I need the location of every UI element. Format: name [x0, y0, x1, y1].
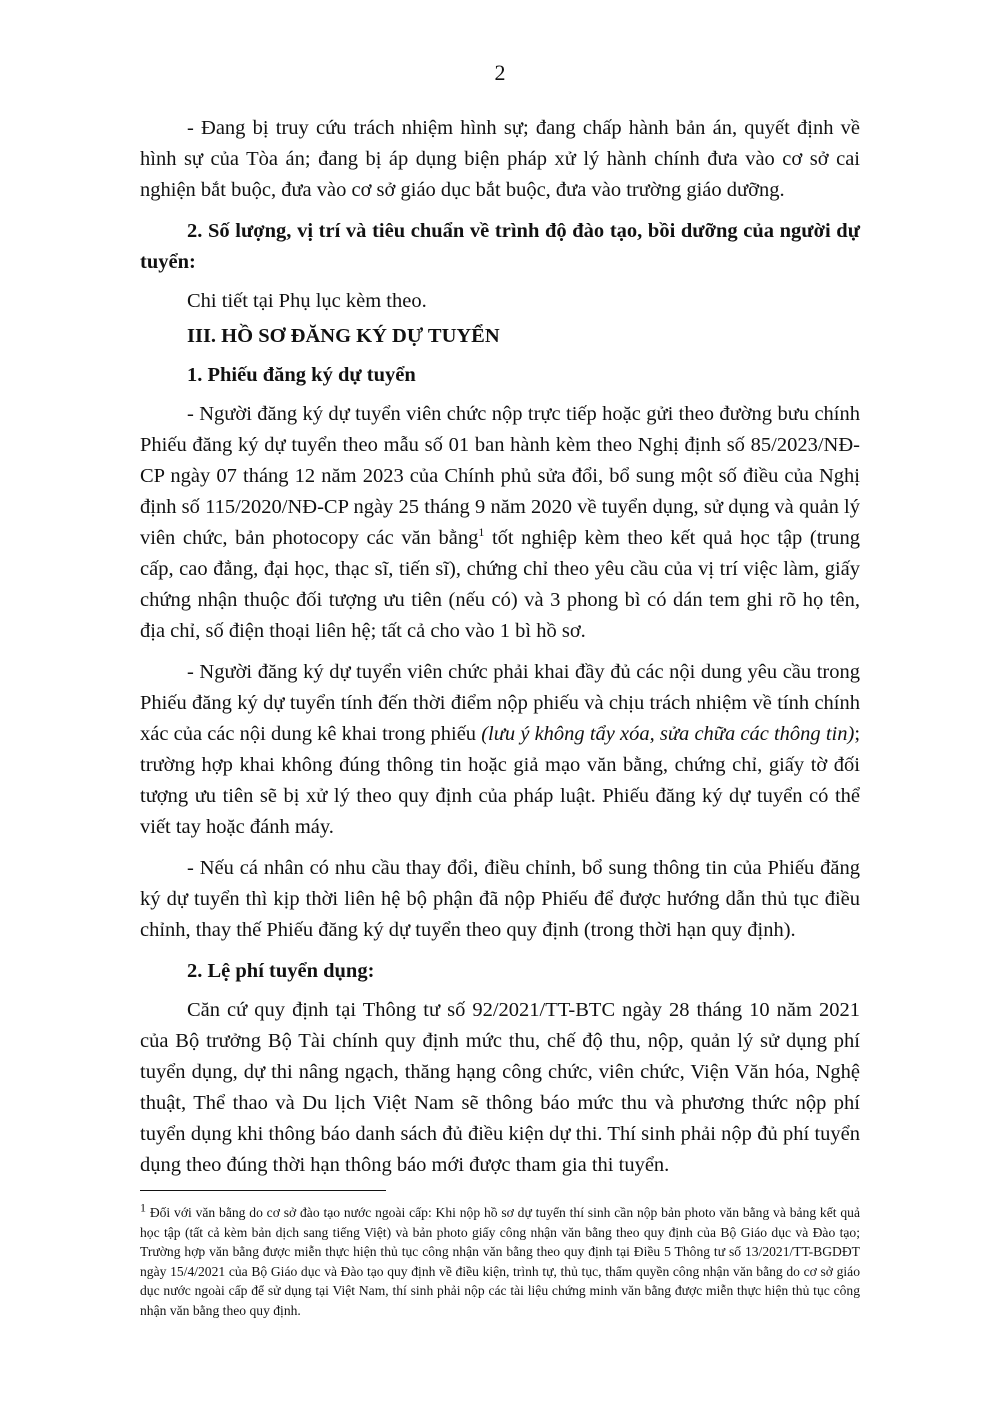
heading-registration-form: 1. Phiếu đăng ký dự tuyển [187, 364, 416, 386]
paragraph-form-submission [140, 399, 860, 647]
page-number: 2 [494, 60, 506, 85]
heading-part-three-application-dossier: III. HỒ SƠ ĐĂNG KÝ DỰ TUYỂN [187, 325, 500, 347]
form-submission-text-b: tốt nghiệp kèm theo kết quả học tập (trung cấp, cao đẳng, đại học, thạc sĩ, tiến sĩ), chứng chỉ theo yêu cầu của vị trí việc làm, giấy chứng nhận thuộc đối tượng ưu tiên (nếu có) và 3 phong bì có dán tem ghi rõ họ tên, địa chỉ, số điện thoại liên hệ; tất cả cho vào 1 bì hồ sơ. [140, 527, 860, 642]
form-declaration-text-a: - Người đăng ký dự tuyển viên chức phải khai đầy đủ các nội dung yêu cầu trong Phiếu đăng ký dự tuyển tính đến thời điểm nộp phiếu và chịu trách nhiệm về tính chính xác của các nội dung kê khai trong phiếu [140, 661, 860, 745]
heading-quantity-position-standards: 2. Số lượng, vị trí và tiêu chuẩn về trình độ đào tạo, bồi dưỡng của người dự tuyển: [140, 220, 860, 273]
paragraph-criminal-status: - Đang bị truy cứu trách nhiệm hình sự; đang chấp hành bản án, quyết định về hình sự của Tòa án; đang bị áp dụng biện pháp xử lý hành chính đưa vào cơ sở cai nghiện bắt buộc, đưa vào cơ sở giáo dục bắt buộc, đưa vào trường giáo dưỡng. [140, 117, 860, 201]
paragraph-recruitment-fee: Căn cứ quy định tại Thông tư số 92/2021/TT-BTC ngày 28 tháng 10 năm 2021 của Bộ trưởng Bộ Tài chính quy định mức thu, chế độ thu, nộp, quản lý sử dụng phí tuyển dụng, dự thi nâng ngạch, thăng hạng công chức, viên chức, Viện Văn hóa, Nghệ thuật, Thể thao và Du lịch Việt Nam sẽ thông báo mức thu và phương thức nộp phí tuyển dụng khi thông báo danh sách đủ điều kiện dự thi. Thí sinh phải nộp đủ phí tuyển dụng theo đúng thời hạn thông báo mới được tham gia thi tuyển. [140, 999, 860, 1176]
paragraph-form-declaration [140, 657, 860, 843]
paragraph-form-changes: - Nếu cá nhân có nhu cầu thay đổi, điều chỉnh, bổ sung thông tin của Phiếu đăng ký dự tuyển thì kịp thời liên hệ bộ phận đã nộp Phiếu để được hướng dẫn thủ tục điều chỉnh, thay thế Phiếu đăng ký dự tuyển theo quy định (trong thời hạn quy định). [140, 857, 860, 941]
form-submission-text-a: - Người đăng ký dự tuyển viên chức nộp trực tiếp hoặc gửi theo đường bưu chính Phiếu đăng ký dự tuyển theo mẫu số 01 ban hành kèm theo Nghị định số 85/2023/NĐ-CP ngày 07 tháng 12 năm 2023 của Chính phủ sửa đổi, bổ sung một số điều của Nghị định số 115/2020/NĐ-CP ngày 25 tháng 9 năm 2020 về tuyển dụng, sử dụng và quản lý viên chức, bản photocopy các văn bằng [140, 403, 860, 549]
paragraph-appendix-reference: Chi tiết tại Phụ lục kèm theo. [187, 290, 427, 312]
form-declaration-italic-note: (lưu ý không tẩy xóa, sửa chữa các thông tin) [481, 723, 855, 745]
heading-recruitment-fee: 2. Lệ phí tuyển dụng: [187, 960, 375, 982]
footnote-separator [140, 1190, 386, 1191]
footnote-text: Đối với văn bằng do cơ sở đào tạo nước ngoài cấp: Khi nộp hồ sơ dự tuyển thí sinh cần nộp bản photo văn bằng và bảng kết quả học tập (tất cả kèm bản dịch sang tiếng Việt) và bản photo giấy công nhận văn bằng theo quy định của Bộ Giáo dục và Đào tạo; Trường hợp văn bằng được miễn thực hiện thủ tục công nhận văn bằng theo quy định tại Điều 5 Thông tư số 13/2021/TT-BGDĐT ngày 15/4/2021 của Bộ Giáo dục và Đào tạo quy định về điều kiện, trình tự, thủ tục, thẩm quyền công nhận văn bằng do cơ sở giáo dục nước ngoài cấp để sử dụng tại Việt Nam, thí sinh phải nộp các tài liệu chứng minh văn bằng được miễn thực hiện thủ tục công nhận văn bằng theo quy định. [140, 1205, 860, 1318]
form-declaration-text-b: ; trường hợp khai không đúng thông tin hoặc giả mạo văn bằng, chứng chỉ, giấy tờ đối tượng ưu tiên sẽ bị xử lý theo quy định của pháp luật. Phiếu đăng ký dự tuyển có thể viết tay hoặc đánh máy. [140, 723, 861, 838]
footnote-reference: 1 [478, 525, 485, 540]
footnote-marker: 1 [140, 1200, 146, 1215]
document-body [140, 113, 860, 1191]
footnote [140, 1200, 860, 1320]
